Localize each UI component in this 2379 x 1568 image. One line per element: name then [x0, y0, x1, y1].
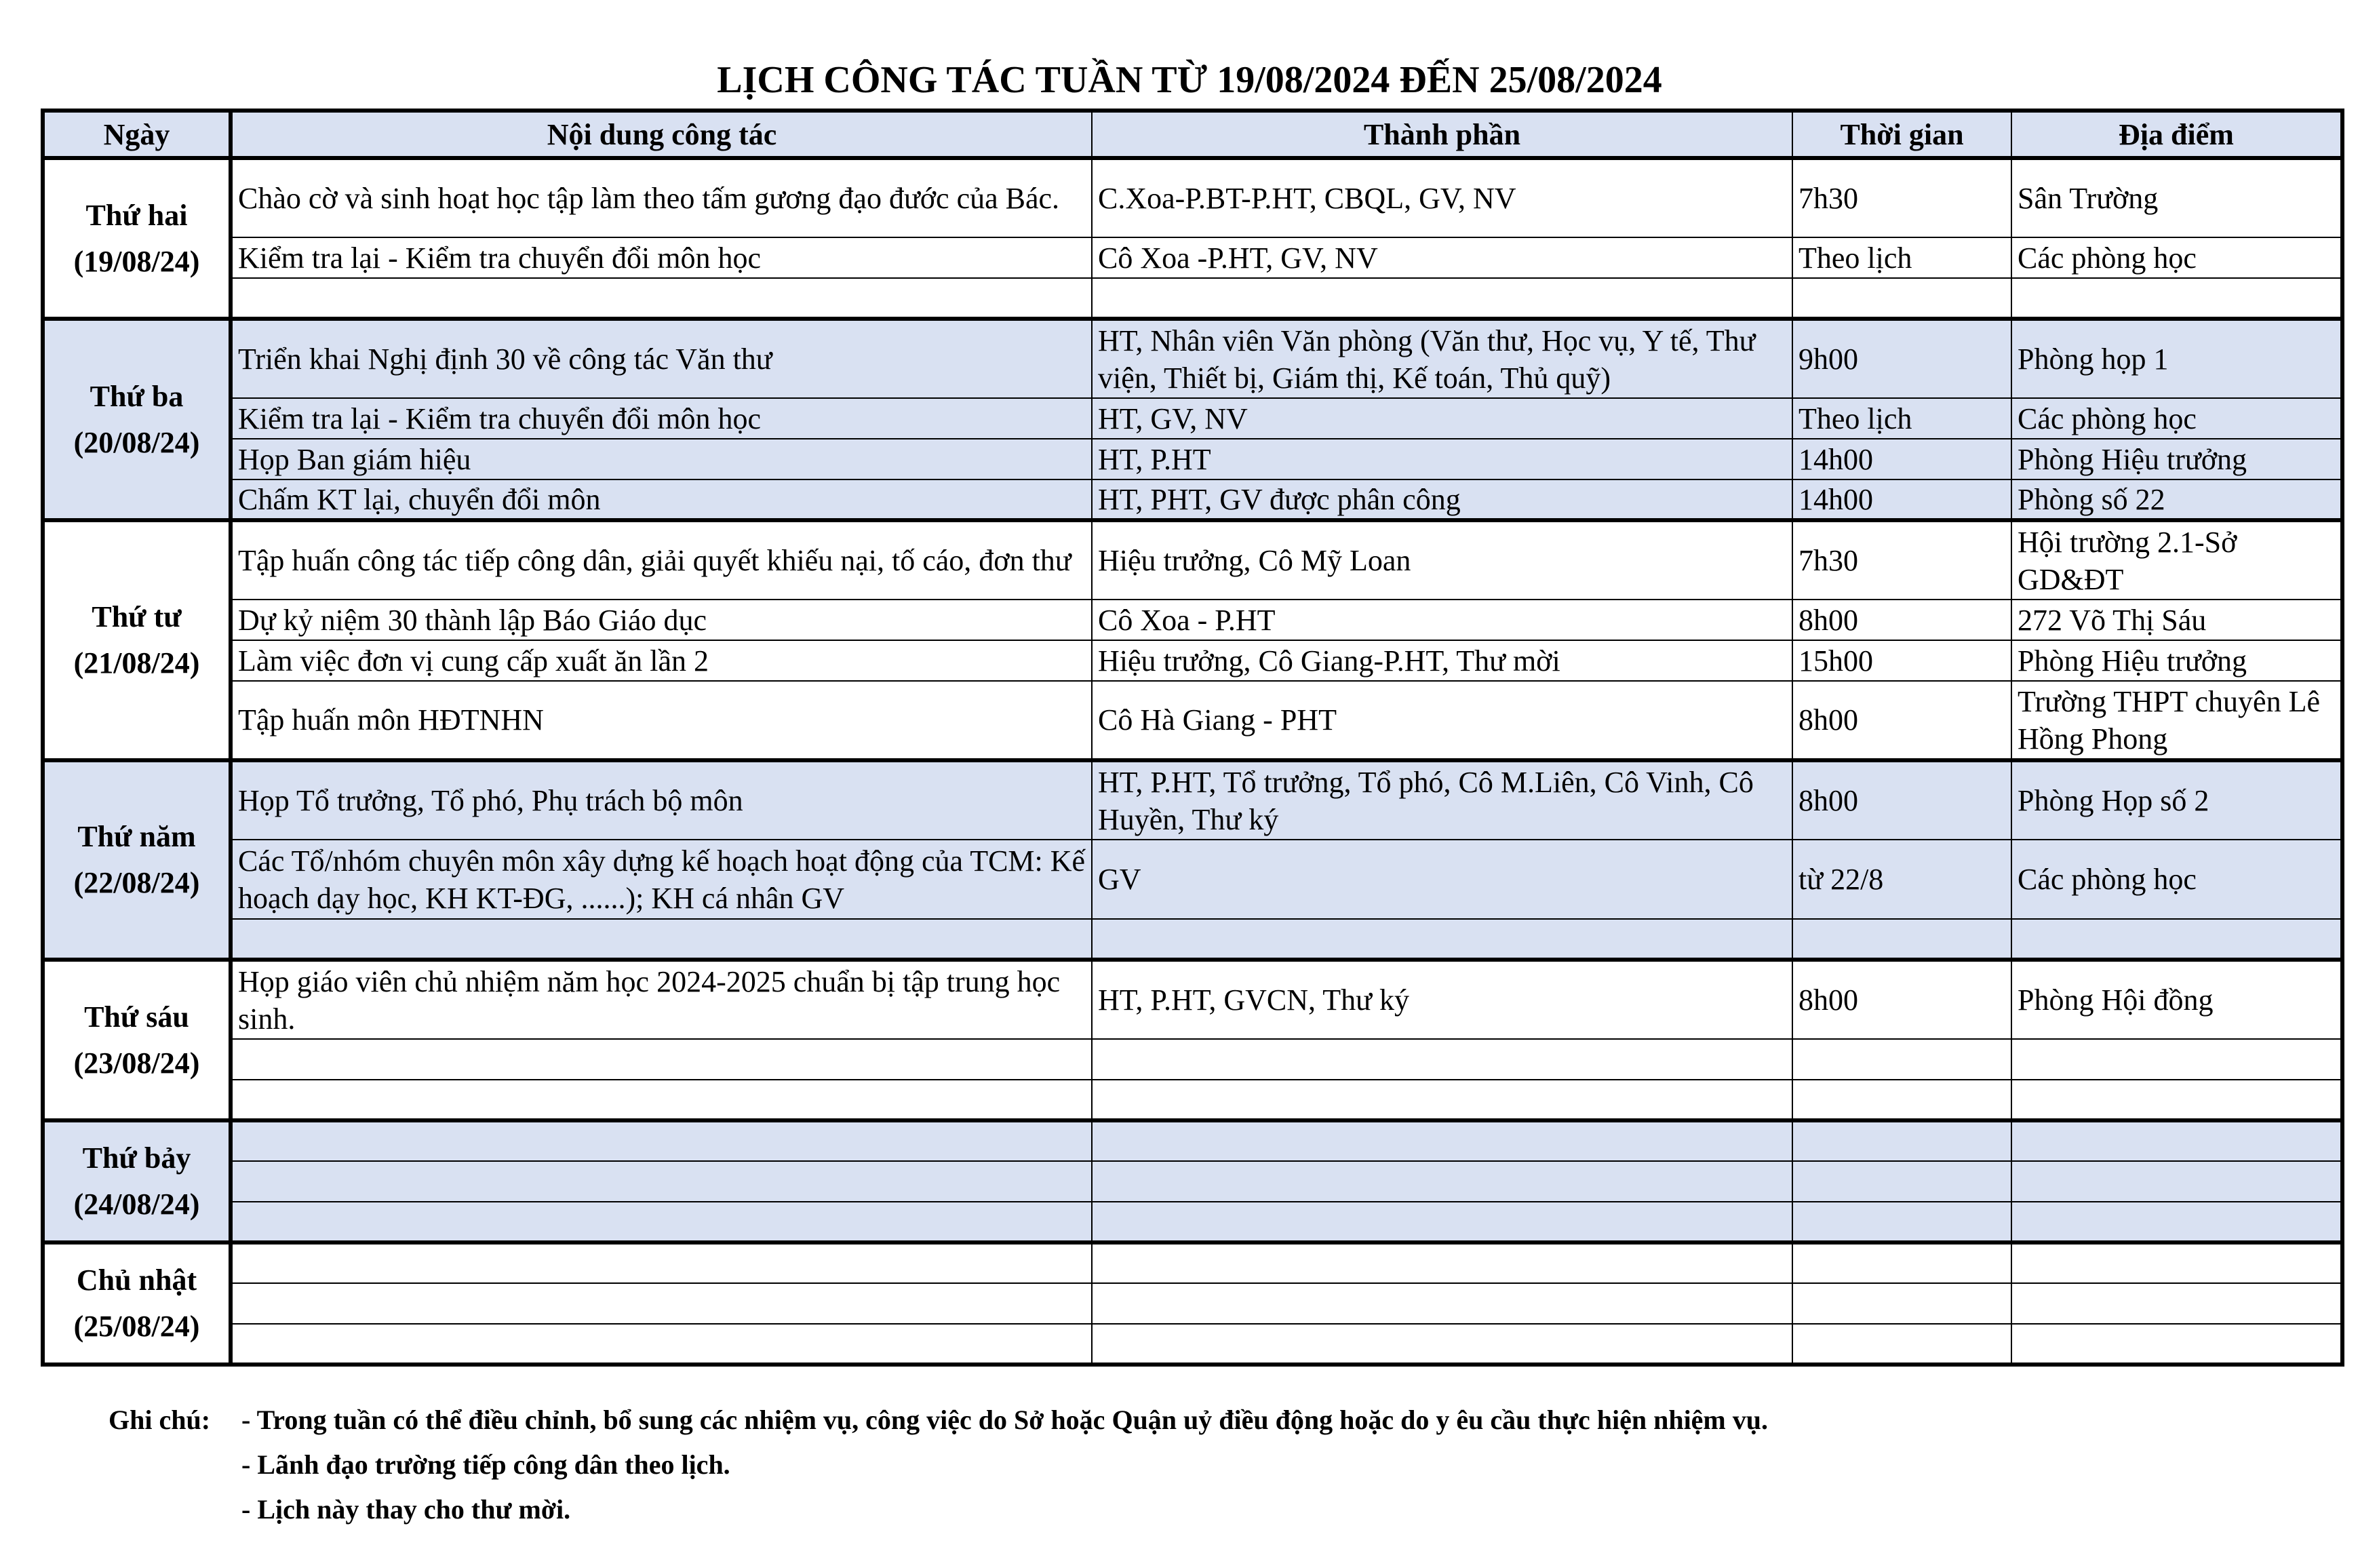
members-cell: HT, Nhân viên Văn phòng (Văn thư, Học vụ, Y tế, Thư viện, Thiết bị, Giám thị, Kế toán, Thủ quỹ): [1092, 319, 1792, 398]
time-cell: 8h00: [1792, 600, 2011, 640]
members-cell: Cô Hà Giang - PHT: [1092, 681, 1792, 760]
day-date: (21/08/24): [73, 646, 200, 680]
day-cell: [43, 960, 231, 1120]
members-cell: [1092, 1242, 1792, 1283]
content-cell: [231, 1161, 1092, 1202]
table-row: [43, 681, 2342, 760]
members-cell: Hiệu trưởng, Cô Giang-P.HT, Thư mời: [1092, 640, 1792, 681]
time-cell: [1792, 1242, 2011, 1283]
day-date: (23/08/24): [73, 1046, 200, 1080]
place-cell: Trường THPT chuyên Lê Hồng Phong: [2011, 681, 2342, 760]
content-cell: Làm việc đơn vị cung cấp xuất ăn lần 2: [231, 640, 1092, 681]
place-cell: Các phòng học: [2011, 398, 2342, 439]
table-row: [43, 479, 2342, 520]
day-date: (22/08/24): [73, 866, 200, 899]
table-row: [43, 237, 2342, 278]
time-cell: 15h00: [1792, 640, 2011, 681]
table-row: [43, 1242, 2342, 1283]
content-cell: [231, 919, 1092, 960]
members-cell: [1092, 919, 1792, 960]
place-cell: Các phòng học: [2011, 840, 2342, 919]
members-cell: Cô Xoa - P.HT: [1092, 600, 1792, 640]
time-cell: [1792, 1283, 2011, 1324]
day-cell: [43, 520, 231, 760]
header-time: Thời gian: [1792, 111, 2011, 158]
time-cell: 7h30: [1792, 158, 2011, 237]
content-cell: [231, 278, 1092, 319]
day-name: Thứ sáu: [84, 1000, 189, 1034]
place-cell: Phòng Hội đồng: [2011, 960, 2342, 1039]
content-cell: Họp Ban giám hiệu: [231, 439, 1092, 479]
content-cell: Các Tổ/nhóm chuyên môn xây dựng kế hoạch hoạt động của TCM: Kế hoạch dạy học, KH KT-ĐG, ......); KH cá nhân GV: [231, 840, 1092, 919]
members-cell: [1092, 1080, 1792, 1120]
time-cell: [1792, 1202, 2011, 1242]
header-place: Địa điểm: [2011, 111, 2342, 158]
members-cell: Hiệu trưởng, Cô Mỹ Loan: [1092, 520, 1792, 600]
time-cell: [1792, 1324, 2011, 1365]
place-cell: Phòng Hiệu trưởng: [2011, 640, 2342, 681]
members-cell: GV: [1092, 840, 1792, 919]
header-content: Nội dung công tác: [231, 111, 1092, 158]
day-cell: [43, 158, 231, 319]
time-cell: [1792, 1120, 2011, 1161]
time-cell: [1792, 278, 2011, 319]
members-cell: [1092, 1202, 1792, 1242]
day-date: (24/08/24): [73, 1188, 200, 1221]
content-cell: [231, 1242, 1092, 1283]
table-row: [43, 520, 2342, 600]
table-row: [43, 600, 2342, 640]
content-cell: Triển khai Nghị định 30 về công tác Văn thư: [231, 319, 1092, 398]
place-cell: Phòng số 22: [2011, 479, 2342, 520]
table-row: [43, 1324, 2342, 1365]
place-cell: [2011, 1120, 2342, 1161]
table-row: [43, 840, 2342, 919]
header-row: [43, 111, 2342, 158]
content-cell: Họp giáo viên chủ nhiệm năm học 2024-2025 chuẩn bị tập trung học sinh.: [231, 960, 1092, 1039]
day-date: (19/08/24): [73, 244, 200, 278]
content-cell: [231, 1324, 1092, 1365]
place-cell: Sân Trường: [2011, 158, 2342, 237]
time-cell: 9h00: [1792, 319, 2011, 398]
table-row: [43, 1080, 2342, 1120]
content-cell: Kiểm tra lại - Kiểm tra chuyển đổi môn học: [231, 398, 1092, 439]
time-cell: [1792, 1039, 2011, 1080]
members-cell: [1092, 1324, 1792, 1365]
content-cell: [231, 1283, 1092, 1324]
members-cell: [1092, 1283, 1792, 1324]
day-cell: [43, 1242, 231, 1365]
members-cell: HT, P.HT: [1092, 439, 1792, 479]
members-cell: HT, P.HT, Tổ trưởng, Tổ phó, Cô M.Liên, Cô Vinh, Cô Huyền, Thư ký: [1092, 760, 1792, 840]
table-row: [43, 960, 2342, 1039]
content-cell: [231, 1039, 1092, 1080]
header-members: Thành phần: [1092, 111, 1792, 158]
members-cell: [1092, 1039, 1792, 1080]
place-cell: Phòng họp 1: [2011, 319, 2342, 398]
place-cell: Các phòng học: [2011, 237, 2342, 278]
place-cell: Phòng Hiệu trưởng: [2011, 439, 2342, 479]
day-date: (20/08/24): [73, 425, 200, 459]
place-cell: [2011, 1080, 2342, 1120]
table-row: [43, 1120, 2342, 1161]
page-title: LỊCH CÔNG TÁC TUẦN TỪ 19/08/2024 ĐẾN 25/08/2024: [717, 59, 1662, 101]
place-cell: [2011, 1242, 2342, 1283]
note-line: - Lãnh đạo trường tiếp công dân theo lịch.: [241, 1449, 730, 1480]
note-line: - Lịch này thay cho thư mời.: [241, 1494, 571, 1525]
time-cell: [1792, 1080, 2011, 1120]
content-cell: Chấm KT lại, chuyển đổi môn: [231, 479, 1092, 520]
content-cell: Kiểm tra lại - Kiểm tra chuyển đổi môn học: [231, 237, 1092, 278]
place-cell: Hội trường 2.1-Sở GD&ĐT: [2011, 520, 2342, 600]
header-day: Ngày: [43, 111, 231, 158]
day-cell: [43, 1120, 231, 1242]
place-cell: [2011, 1039, 2342, 1080]
time-cell: 7h30: [1792, 520, 2011, 600]
table-row: [43, 319, 2342, 398]
members-cell: C.Xoa-P.BT-P.HT, CBQL, GV, NV: [1092, 158, 1792, 237]
members-cell: [1092, 278, 1792, 319]
day-date: (25/08/24): [73, 1310, 200, 1343]
notes-label: Ghi chú:: [109, 1405, 211, 1435]
time-cell: từ 22/8: [1792, 840, 2011, 919]
schedule-body: [43, 158, 2342, 1365]
day-name: Chủ nhật: [76, 1263, 197, 1297]
day-cell: [43, 319, 231, 520]
content-cell: Họp Tổ trưởng, Tổ phó, Phụ trách bộ môn: [231, 760, 1092, 840]
time-cell: 8h00: [1792, 681, 2011, 760]
place-cell: Phòng Họp số 2: [2011, 760, 2342, 840]
content-cell: Chào cờ và sinh hoạt học tập làm theo tấm gương đạo đước của Bác.: [231, 158, 1092, 237]
members-cell: HT, P.HT, GVCN, Thư ký: [1092, 960, 1792, 1039]
time-cell: [1792, 1161, 2011, 1202]
schedule-table: [41, 109, 2344, 1367]
members-cell: Cô Xoa -P.HT, GV, NV: [1092, 237, 1792, 278]
table-row: [43, 1039, 2342, 1080]
day-name: Thứ hai: [85, 198, 188, 232]
members-cell: [1092, 1161, 1792, 1202]
time-cell: 8h00: [1792, 760, 2011, 840]
place-cell: [2011, 1161, 2342, 1202]
table-row: [43, 398, 2342, 439]
table-row: [43, 919, 2342, 960]
content-cell: Tập huấn công tác tiếp công dân, giải quyết khiếu nại, tố cáo, đơn thư: [231, 520, 1092, 600]
place-cell: 272 Võ Thị Sáu: [2011, 600, 2342, 640]
members-cell: HT, GV, NV: [1092, 398, 1792, 439]
members-cell: [1092, 1120, 1792, 1161]
table-row: [43, 278, 2342, 319]
time-cell: 14h00: [1792, 479, 2011, 520]
table-row: [43, 640, 2342, 681]
members-cell: HT, PHT, GV được phân công: [1092, 479, 1792, 520]
place-cell: [2011, 919, 2342, 960]
table-row: [43, 1161, 2342, 1202]
note-line: - Trong tuần có thể điều chỉnh, bổ sung các nhiệm vụ, công việc do Sở hoặc Quận uỷ điều động hoặc do y êu cầu thực hiện nhiệm vụ.: [241, 1405, 1768, 1435]
time-cell: Theo lịch: [1792, 237, 2011, 278]
day-name: Thứ ba: [90, 379, 184, 413]
content-cell: [231, 1080, 1092, 1120]
content-cell: Tập huấn môn HĐTNHN: [231, 681, 1092, 760]
content-cell: Dự kỷ niệm 30 thành lập Báo Giáo dục: [231, 600, 1092, 640]
day-name: Thứ tư: [92, 600, 182, 633]
place-cell: [2011, 1202, 2342, 1242]
time-cell: [1792, 919, 2011, 960]
table-row: [43, 158, 2342, 237]
table-row: [43, 760, 2342, 840]
time-cell: 14h00: [1792, 439, 2011, 479]
content-cell: [231, 1202, 1092, 1242]
day-cell: [43, 760, 231, 960]
table-row: [43, 1202, 2342, 1242]
time-cell: Theo lịch: [1792, 398, 2011, 439]
day-name: Thứ bảy: [82, 1141, 191, 1175]
place-cell: [2011, 1283, 2342, 1324]
content-cell: [231, 1120, 1092, 1161]
table-row: [43, 1283, 2342, 1324]
day-name: Thứ năm: [77, 820, 196, 853]
table-row: [43, 439, 2342, 479]
place-cell: [2011, 1324, 2342, 1365]
time-cell: 8h00: [1792, 960, 2011, 1039]
place-cell: [2011, 278, 2342, 319]
